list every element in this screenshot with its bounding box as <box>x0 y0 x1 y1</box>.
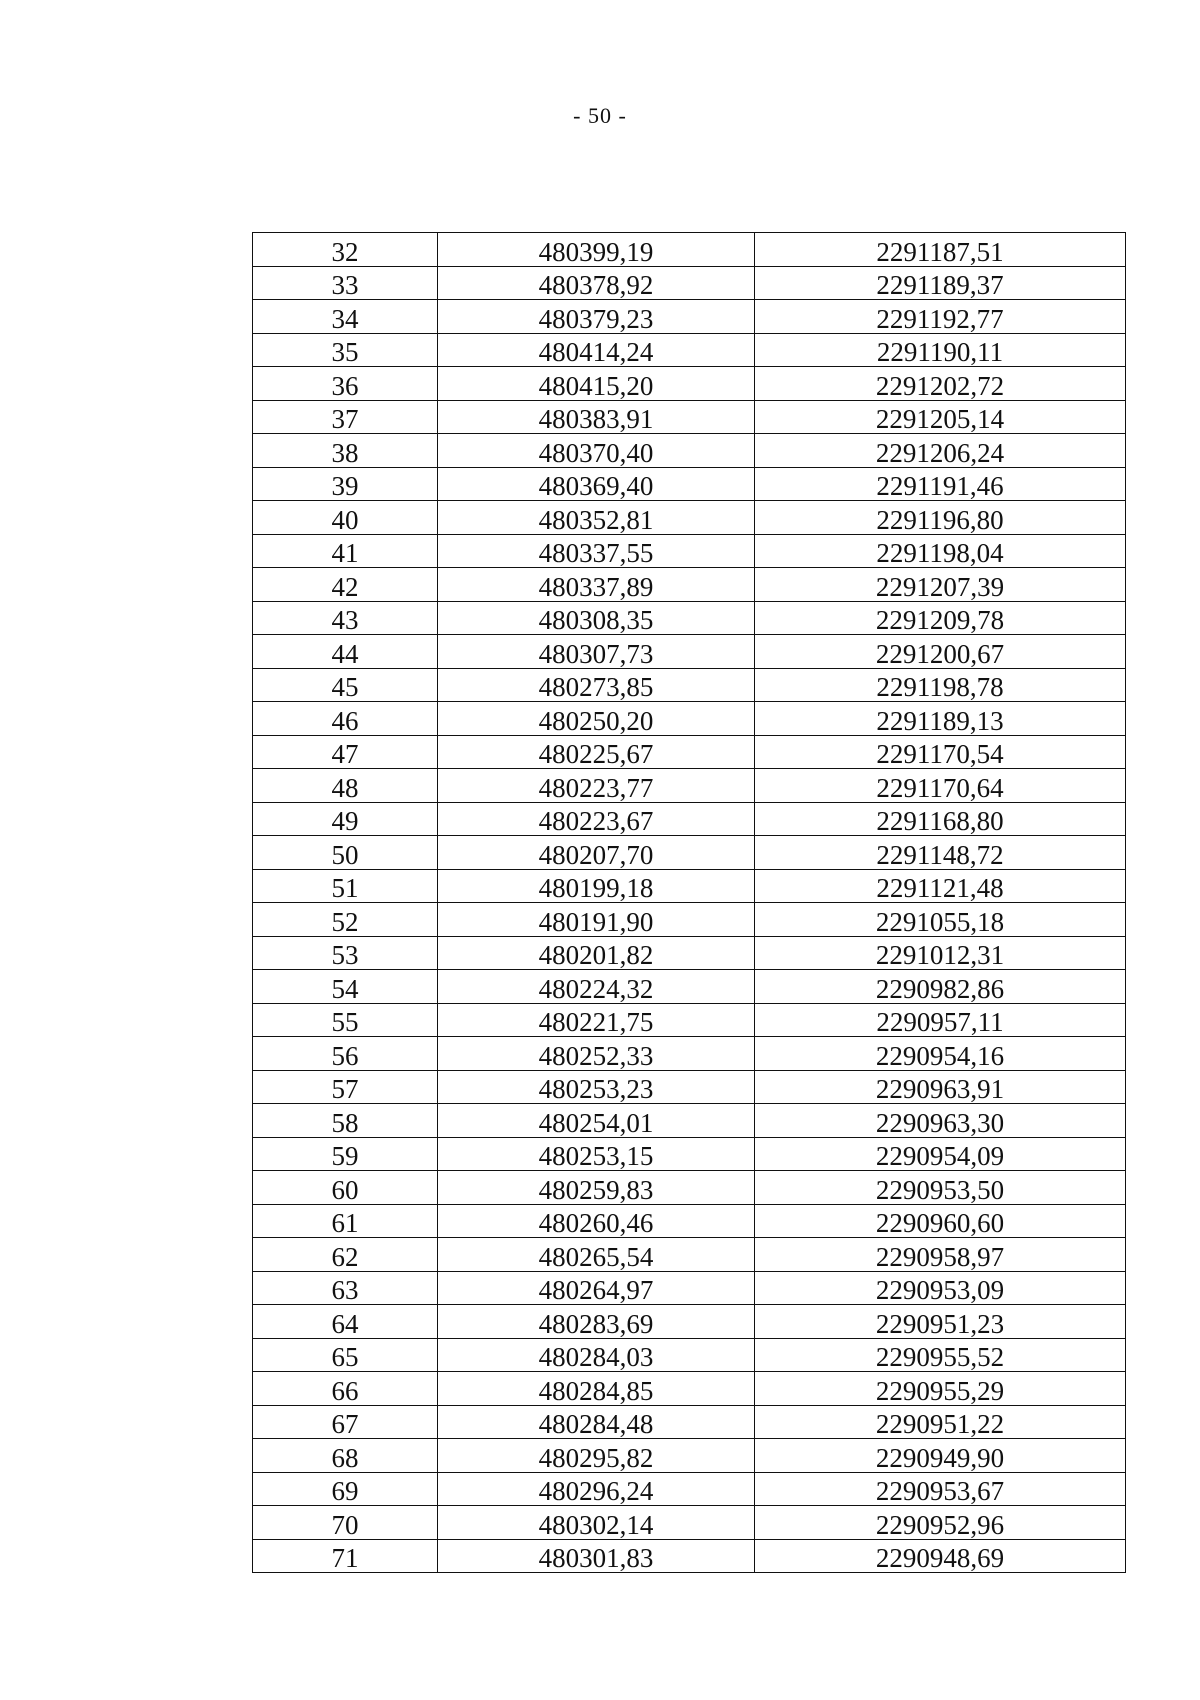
point-number-cell: 47 <box>253 735 438 769</box>
point-number-cell: 59 <box>253 1137 438 1171</box>
y-coordinate-cell: 2291168,80 <box>755 802 1126 836</box>
table-row <box>253 1405 1126 1439</box>
point-number-cell: 44 <box>253 635 438 669</box>
x-coordinate-cell: 480301,83 <box>438 1539 755 1573</box>
table-row <box>253 1506 1126 1540</box>
y-coordinate-cell: 2290955,29 <box>755 1372 1126 1406</box>
y-coordinate-cell: 2290948,69 <box>755 1539 1126 1573</box>
y-coordinate-cell: 2290960,60 <box>755 1204 1126 1238</box>
y-coordinate-cell: 2291148,72 <box>755 836 1126 870</box>
point-number-cell: 54 <box>253 970 438 1004</box>
x-coordinate-cell: 480307,73 <box>438 635 755 669</box>
y-coordinate-cell: 2291206,24 <box>755 434 1126 468</box>
y-coordinate-cell: 2291012,31 <box>755 936 1126 970</box>
x-coordinate-cell: 480250,20 <box>438 702 755 736</box>
y-coordinate-cell: 2290951,22 <box>755 1405 1126 1439</box>
point-number-cell: 52 <box>253 903 438 937</box>
y-coordinate-cell: 2291196,80 <box>755 501 1126 535</box>
point-number-cell: 68 <box>253 1439 438 1473</box>
table-row <box>253 1305 1126 1339</box>
x-coordinate-cell: 480264,97 <box>438 1271 755 1305</box>
x-coordinate-cell: 480221,75 <box>438 1003 755 1037</box>
x-coordinate-cell: 480207,70 <box>438 836 755 870</box>
table-row <box>253 367 1126 401</box>
x-coordinate-cell: 480378,92 <box>438 266 755 300</box>
table-row <box>253 1204 1126 1238</box>
x-coordinate-cell: 480283,69 <box>438 1305 755 1339</box>
table-row <box>253 333 1126 367</box>
table-row <box>253 501 1126 535</box>
point-number-cell: 66 <box>253 1372 438 1406</box>
table-row <box>253 434 1126 468</box>
table-row <box>253 467 1126 501</box>
table-row <box>253 668 1126 702</box>
point-number-cell: 41 <box>253 534 438 568</box>
y-coordinate-cell: 2291187,51 <box>755 233 1126 267</box>
x-coordinate-cell: 480379,23 <box>438 300 755 334</box>
y-coordinate-cell: 2290954,09 <box>755 1137 1126 1171</box>
point-number-cell: 43 <box>253 601 438 635</box>
table-row <box>253 1372 1126 1406</box>
x-coordinate-cell: 480399,19 <box>438 233 755 267</box>
table-row <box>253 1171 1126 1205</box>
y-coordinate-cell: 2290953,50 <box>755 1171 1126 1205</box>
y-coordinate-cell: 2291191,46 <box>755 467 1126 501</box>
table-row <box>253 1271 1126 1305</box>
table-row <box>253 1439 1126 1473</box>
point-number-cell: 40 <box>253 501 438 535</box>
x-coordinate-cell: 480337,89 <box>438 568 755 602</box>
table-row <box>253 869 1126 903</box>
point-number-cell: 58 <box>253 1104 438 1138</box>
x-coordinate-cell: 480302,14 <box>438 1506 755 1540</box>
x-coordinate-cell: 480191,90 <box>438 903 755 937</box>
x-coordinate-cell: 480259,83 <box>438 1171 755 1205</box>
point-number-cell: 51 <box>253 869 438 903</box>
table-row <box>253 1338 1126 1372</box>
y-coordinate-cell: 2290952,96 <box>755 1506 1126 1540</box>
y-coordinate-cell: 2291170,64 <box>755 769 1126 803</box>
y-coordinate-cell: 2290958,97 <box>755 1238 1126 1272</box>
table-row <box>253 635 1126 669</box>
table-row <box>253 735 1126 769</box>
table-row <box>253 936 1126 970</box>
y-coordinate-cell: 2291198,04 <box>755 534 1126 568</box>
table-row <box>253 400 1126 434</box>
y-coordinate-cell: 2291209,78 <box>755 601 1126 635</box>
point-number-cell: 67 <box>253 1405 438 1439</box>
y-coordinate-cell: 2290982,86 <box>755 970 1126 1004</box>
point-number-cell: 48 <box>253 769 438 803</box>
point-number-cell: 61 <box>253 1204 438 1238</box>
page-number: - 50 - <box>573 103 627 128</box>
y-coordinate-cell: 2291198,78 <box>755 668 1126 702</box>
x-coordinate-cell: 480295,82 <box>438 1439 755 1473</box>
y-coordinate-cell: 2291202,72 <box>755 367 1126 401</box>
table-row <box>253 233 1126 267</box>
table-row <box>253 1472 1126 1506</box>
table-row <box>253 266 1126 300</box>
x-coordinate-cell: 480253,23 <box>438 1070 755 1104</box>
x-coordinate-cell: 480260,46 <box>438 1204 755 1238</box>
y-coordinate-cell: 2291055,18 <box>755 903 1126 937</box>
x-coordinate-cell: 480308,35 <box>438 601 755 635</box>
coordinates-table <box>252 232 1126 1573</box>
table-row <box>253 836 1126 870</box>
x-coordinate-cell: 480252,33 <box>438 1037 755 1071</box>
x-coordinate-cell: 480223,67 <box>438 802 755 836</box>
x-coordinate-cell: 480284,85 <box>438 1372 755 1406</box>
point-number-cell: 39 <box>253 467 438 501</box>
y-coordinate-cell: 2291190,11 <box>755 333 1126 367</box>
y-coordinate-cell: 2291192,77 <box>755 300 1126 334</box>
point-number-cell: 37 <box>253 400 438 434</box>
point-number-cell: 71 <box>253 1539 438 1573</box>
y-coordinate-cell: 2291200,67 <box>755 635 1126 669</box>
point-number-cell: 34 <box>253 300 438 334</box>
y-coordinate-cell: 2291189,13 <box>755 702 1126 736</box>
point-number-cell: 63 <box>253 1271 438 1305</box>
point-number-cell: 53 <box>253 936 438 970</box>
y-coordinate-cell: 2291121,48 <box>755 869 1126 903</box>
y-coordinate-cell: 2290949,90 <box>755 1439 1126 1473</box>
x-coordinate-cell: 480273,85 <box>438 668 755 702</box>
point-number-cell: 35 <box>253 333 438 367</box>
point-number-cell: 45 <box>253 668 438 702</box>
point-number-cell: 56 <box>253 1037 438 1071</box>
table-row <box>253 970 1126 1004</box>
x-coordinate-cell: 480337,55 <box>438 534 755 568</box>
point-number-cell: 49 <box>253 802 438 836</box>
point-number-cell: 62 <box>253 1238 438 1272</box>
y-coordinate-cell: 2291205,14 <box>755 400 1126 434</box>
table-row <box>253 903 1126 937</box>
x-coordinate-cell: 480296,24 <box>438 1472 755 1506</box>
y-coordinate-cell: 2290963,91 <box>755 1070 1126 1104</box>
y-coordinate-cell: 2290957,11 <box>755 1003 1126 1037</box>
table-row <box>253 1003 1126 1037</box>
table-row <box>253 1137 1126 1171</box>
table-row <box>253 1070 1126 1104</box>
point-number-cell: 64 <box>253 1305 438 1339</box>
x-coordinate-cell: 480254,01 <box>438 1104 755 1138</box>
table-row <box>253 601 1126 635</box>
x-coordinate-cell: 480253,15 <box>438 1137 755 1171</box>
coordinates-table-body <box>253 233 1126 1573</box>
x-coordinate-cell: 480284,03 <box>438 1338 755 1372</box>
y-coordinate-cell: 2290953,09 <box>755 1271 1126 1305</box>
table-row <box>253 568 1126 602</box>
point-number-cell: 46 <box>253 702 438 736</box>
point-number-cell: 42 <box>253 568 438 602</box>
x-coordinate-cell: 480415,20 <box>438 367 755 401</box>
x-coordinate-cell: 480201,82 <box>438 936 755 970</box>
point-number-cell: 32 <box>253 233 438 267</box>
point-number-cell: 33 <box>253 266 438 300</box>
table-row <box>253 534 1126 568</box>
x-coordinate-cell: 480370,40 <box>438 434 755 468</box>
x-coordinate-cell: 480369,40 <box>438 467 755 501</box>
x-coordinate-cell: 480414,24 <box>438 333 755 367</box>
point-number-cell: 50 <box>253 836 438 870</box>
x-coordinate-cell: 480265,54 <box>438 1238 755 1272</box>
table-row <box>253 769 1126 803</box>
table-row <box>253 802 1126 836</box>
y-coordinate-cell: 2291207,39 <box>755 568 1126 602</box>
table-row <box>253 1539 1126 1573</box>
point-number-cell: 60 <box>253 1171 438 1205</box>
y-coordinate-cell: 2291170,54 <box>755 735 1126 769</box>
y-coordinate-cell: 2290955,52 <box>755 1338 1126 1372</box>
x-coordinate-cell: 480284,48 <box>438 1405 755 1439</box>
x-coordinate-cell: 480223,77 <box>438 769 755 803</box>
y-coordinate-cell: 2290954,16 <box>755 1037 1126 1071</box>
table-row <box>253 1037 1126 1071</box>
table-row <box>253 702 1126 736</box>
x-coordinate-cell: 480225,67 <box>438 735 755 769</box>
table-row <box>253 1238 1126 1272</box>
x-coordinate-cell: 480352,81 <box>438 501 755 535</box>
point-number-cell: 70 <box>253 1506 438 1540</box>
x-coordinate-cell: 480224,32 <box>438 970 755 1004</box>
point-number-cell: 57 <box>253 1070 438 1104</box>
point-number-cell: 38 <box>253 434 438 468</box>
y-coordinate-cell: 2290963,30 <box>755 1104 1126 1138</box>
y-coordinate-cell: 2290953,67 <box>755 1472 1126 1506</box>
point-number-cell: 36 <box>253 367 438 401</box>
point-number-cell: 69 <box>253 1472 438 1506</box>
table-row <box>253 300 1126 334</box>
y-coordinate-cell: 2290951,23 <box>755 1305 1126 1339</box>
point-number-cell: 65 <box>253 1338 438 1372</box>
point-number-cell: 55 <box>253 1003 438 1037</box>
y-coordinate-cell: 2291189,37 <box>755 266 1126 300</box>
x-coordinate-cell: 480199,18 <box>438 869 755 903</box>
x-coordinate-cell: 480383,91 <box>438 400 755 434</box>
table-row <box>253 1104 1126 1138</box>
